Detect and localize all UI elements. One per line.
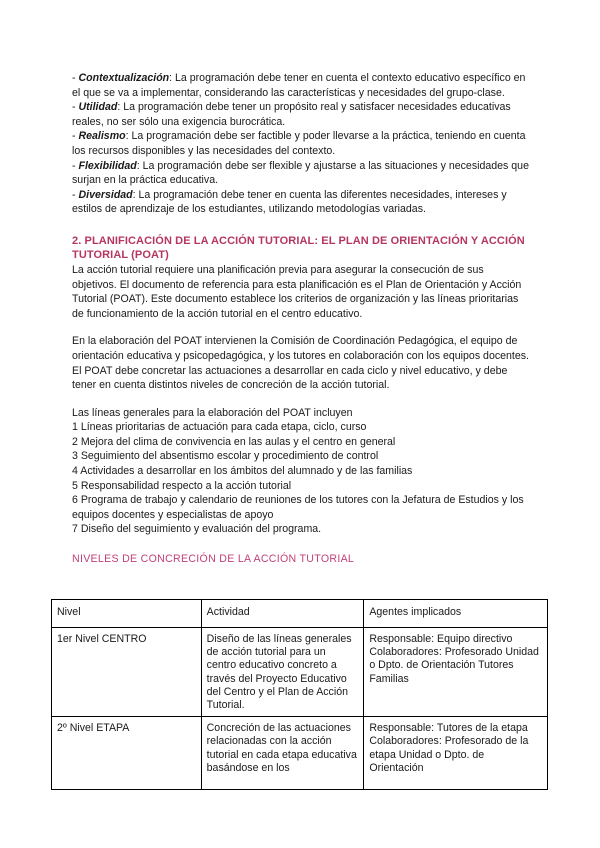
table-row — [52, 717, 548, 790]
criterion-text: : La programación debe tener un propósito real y satisfacer necesidades educativas reales, no ser sólo una exigencia burocrática. — [72, 101, 511, 128]
list-item: 7 Diseño del seguimiento y evaluación del programa. — [72, 523, 322, 536]
table-cell: Diseño de las líneas generales de acción tutorial para un centro educativo concreto a través del Proyecto Educativo del Centro y el Plan de Acción Tutorial. — [201, 628, 364, 717]
criterion-item: - Flexibilidad: La programación debe ser flexible y ajustarse a las situaciones y necesidades que surjan en la práctica educativa. — [72, 159, 529, 187]
list-item: 1 Líneas prioritarias de actuación para cada etapa, ciclo, curso — [72, 421, 367, 434]
list-item: 6 Programa de trabajo y calendario de reuniones de los tutores con la Jefatura de Estudios y los equipos docentes y especialistas de apoyo — [72, 494, 524, 521]
criterion-item: - Contextualización: La programación debe tener en cuenta el contexto educativo específico en el que se va a implementar, considerando las características y necesidades del grupo-clase. — [72, 72, 526, 99]
list-item: 3 Seguimiento del absentismo escolar y procedimiento de control — [72, 450, 379, 463]
table-header-row — [52, 600, 548, 628]
criterion-item: - Diversidad: La programación debe tener en cuenta las diferentes necesidades, intereses y estilos de aprendizaje de los estudiantes, utilizando metodologías variadas. — [72, 188, 507, 216]
document-body — [72, 71, 530, 567]
table-cell: Responsable: Tutores de la etapa Colaboradores: Profesorado de la etapa Unidad o Dpto. de Orientación — [364, 717, 548, 790]
criterion-item: - Utilidad: La programación debe tener un propósito real y satisfacer necesidades educativas reales, no ser sólo una exigencia burocrática. — [72, 101, 511, 128]
list-item: 4 Actividades a desarrollar en los ámbitos del alumnado y de las familias — [72, 465, 413, 478]
criterion-text: : La programación debe ser factible y poder llevarse a la práctica, teniendo en cuenta los recursos disponibles y las necesidades del contexto. — [72, 130, 526, 157]
criterion-term: Realismo — [78, 130, 126, 143]
list-intro: Las líneas generales para la elaboración del POAT incluyen — [72, 406, 353, 419]
table-row — [52, 628, 548, 717]
criterion-term: Utilidad — [78, 101, 118, 114]
table-header-cell: Agentes implicados — [364, 600, 548, 628]
table-header-cell: Nivel — [52, 600, 202, 628]
paragraph-intro: La acción tutorial requiere una planificación previa para asegurar la consecución de sus objetivos. El documento de referencia para esta planificación es el Plan de Orientación y Acción Tutorial (POAT). Este documento establece los criterios de organización y las líneas prioritarias de funcionamiento de la acción tutorial en el centro educativo. — [72, 263, 522, 320]
levels-table — [51, 599, 548, 790]
criterion-term: Flexibilidad — [78, 159, 137, 172]
criterion-term: Contextualización — [78, 72, 170, 84]
table-cell: 2º Nivel ETAPA — [52, 717, 202, 790]
list-item: 2 Mejora del clima de convivencia en las aulas y el centro en general — [72, 435, 396, 448]
table-cell: Responsable: Equipo directivo Colaboradores: Profesorado Unidad o Dpto. de Orientación Tutores Familias — [364, 628, 548, 717]
table-cell: Concreción de las actuaciones relacionadas con la acción tutorial en cada etapa educativa basándose en los — [201, 717, 364, 790]
criterion-text: : La programación debe tener en cuenta el contexto educativo específico en el que se va a implementar, considerando las características y necesidades del grupo-clase. — [72, 72, 526, 99]
table-cell: 1er Nivel CENTRO — [52, 628, 202, 717]
criterion-text: : La programación debe ser flexible y ajustarse a las situaciones y necesidades que surjan en la práctica educativa. — [72, 159, 529, 187]
list-item: 5 Responsabilidad respecto a la acción tutorial — [72, 479, 292, 492]
criterion-text: : La programación debe tener en cuenta las diferentes necesidades, intereses y estilos de aprendizaje de los estudiantes, utilizando metodologías variadas. — [72, 188, 507, 216]
table-title: NIVELES DE CONCRECIÓN DE LA ACCIÓN TUTORIAL — [72, 553, 355, 566]
paragraph-poat-elaboration: En la elaboración del POAT intervienen la Comisión de Coordinación Pedagógica, el equipo de orientación educativa y psicopedagógica, y los tutores en colaboración con los equipos docentes. El POAT debe concretar las actuaciones a desarrollar en cada ciclo y nivel educativo, y debe tener en cuenta distintos niveles de concreción de la acción tutorial. — [72, 335, 530, 392]
criterion-item: - Realismo: La programación debe ser factible y poder llevarse a la práctica, teniendo en cuenta los recursos disponibles y las necesidades del contexto. — [72, 130, 526, 157]
section-heading: 2. PLANIFICACIÓN DE LA ACCIÓN TUTORIAL: EL PLAN DE ORIENTACIÓN Y ACCIÓN TUTORIAL (POAT) — [72, 234, 525, 262]
criterion-term: Diversidad — [78, 188, 133, 201]
table-header-cell: Actividad — [201, 600, 364, 628]
